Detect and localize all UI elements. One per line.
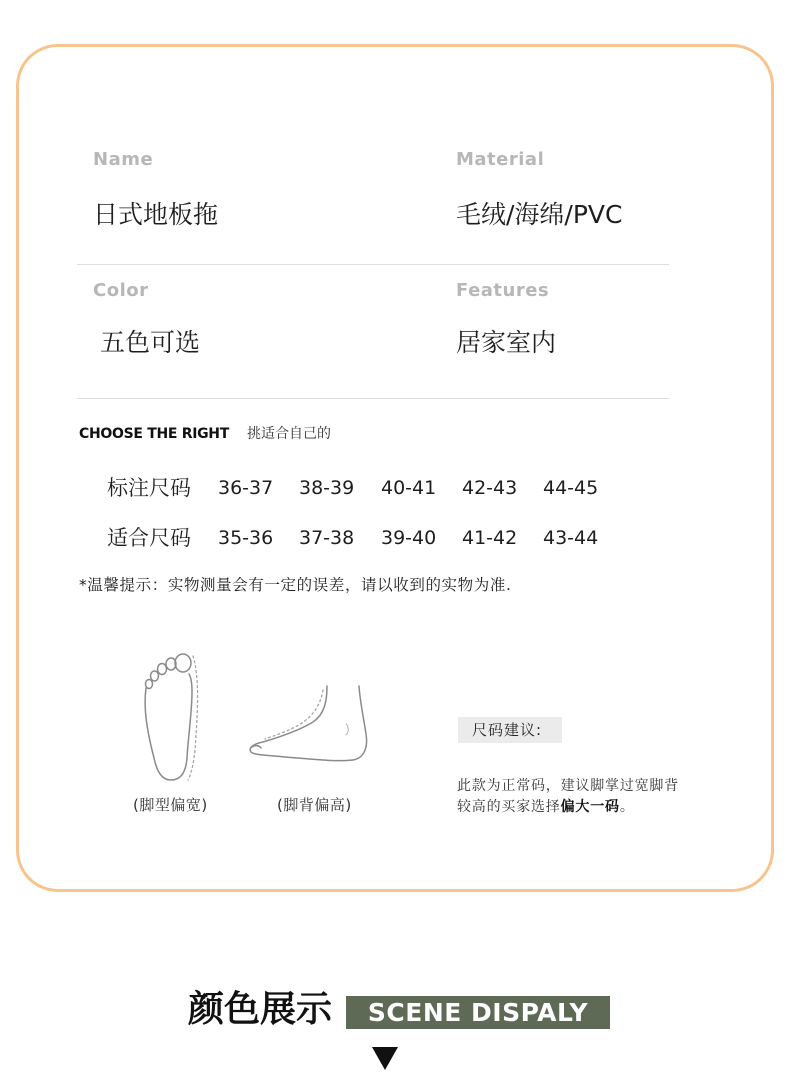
size-cell: 42-43 (462, 477, 518, 499)
size-guide-subheading: 挑适合自己的 (247, 426, 331, 442)
down-triangle-icon (372, 1047, 398, 1070)
size-cell: 36-37 (218, 477, 274, 499)
scene-display-badge: SCENE DISPALY (346, 996, 610, 1029)
size-cell: 43-44 (543, 527, 599, 549)
spec-name-value: 日式地板拖 (93, 200, 219, 229)
size-advice-line2-prefix: 较高的买家选择 (457, 799, 561, 815)
size-guide-heading: CHOOSE THE RIGHT (79, 426, 229, 442)
spec-color-label: Color (93, 280, 149, 301)
size-cell: 41-42 (462, 527, 518, 549)
size-advice-line2 (457, 797, 635, 817)
spec-features-label: Features (456, 280, 550, 301)
spec-features-value: 居家室内 (456, 328, 557, 357)
spec-name-label: Name (93, 149, 154, 170)
size-advice-emphasis: 偏大一码 (560, 799, 620, 815)
size-cell: 37-38 (299, 527, 355, 549)
size-cell: 40-41 (381, 477, 437, 499)
divider (77, 264, 669, 265)
wide-foot-icon (136, 650, 208, 786)
size-advice-title-box (458, 717, 562, 743)
size-cell: 39-40 (381, 527, 437, 549)
spec-color-value: 五色可选 (100, 328, 201, 357)
measurement-note: *温馨提示：实物测量会有一定的误差，请以收到的实物为准. (79, 576, 512, 594)
section-title: 颜色展示 (188, 989, 333, 1030)
divider (77, 398, 669, 399)
size-row-label: 适合尺码 (107, 526, 191, 550)
size-advice-line1: 此款为正常码，建议脚掌过宽脚背 (457, 778, 679, 794)
high-instep-foot-icon (245, 682, 371, 766)
high-instep-caption: (脚背偏高) (277, 796, 352, 814)
size-cell: 35-36 (218, 527, 274, 549)
size-advice-line2-suffix: 。 (619, 799, 635, 815)
product-info-card (16, 44, 774, 892)
size-cell: 38-39 (299, 477, 355, 499)
spec-material-label: Material (456, 149, 545, 170)
size-advice-title: 尺码建议: (472, 721, 543, 739)
spec-material-value: 毛绒/海绵/PVC (456, 200, 623, 229)
wide-foot-caption: (脚型偏宽) (133, 796, 208, 814)
size-cell: 44-45 (543, 477, 599, 499)
size-row-label: 标注尺码 (107, 476, 191, 500)
